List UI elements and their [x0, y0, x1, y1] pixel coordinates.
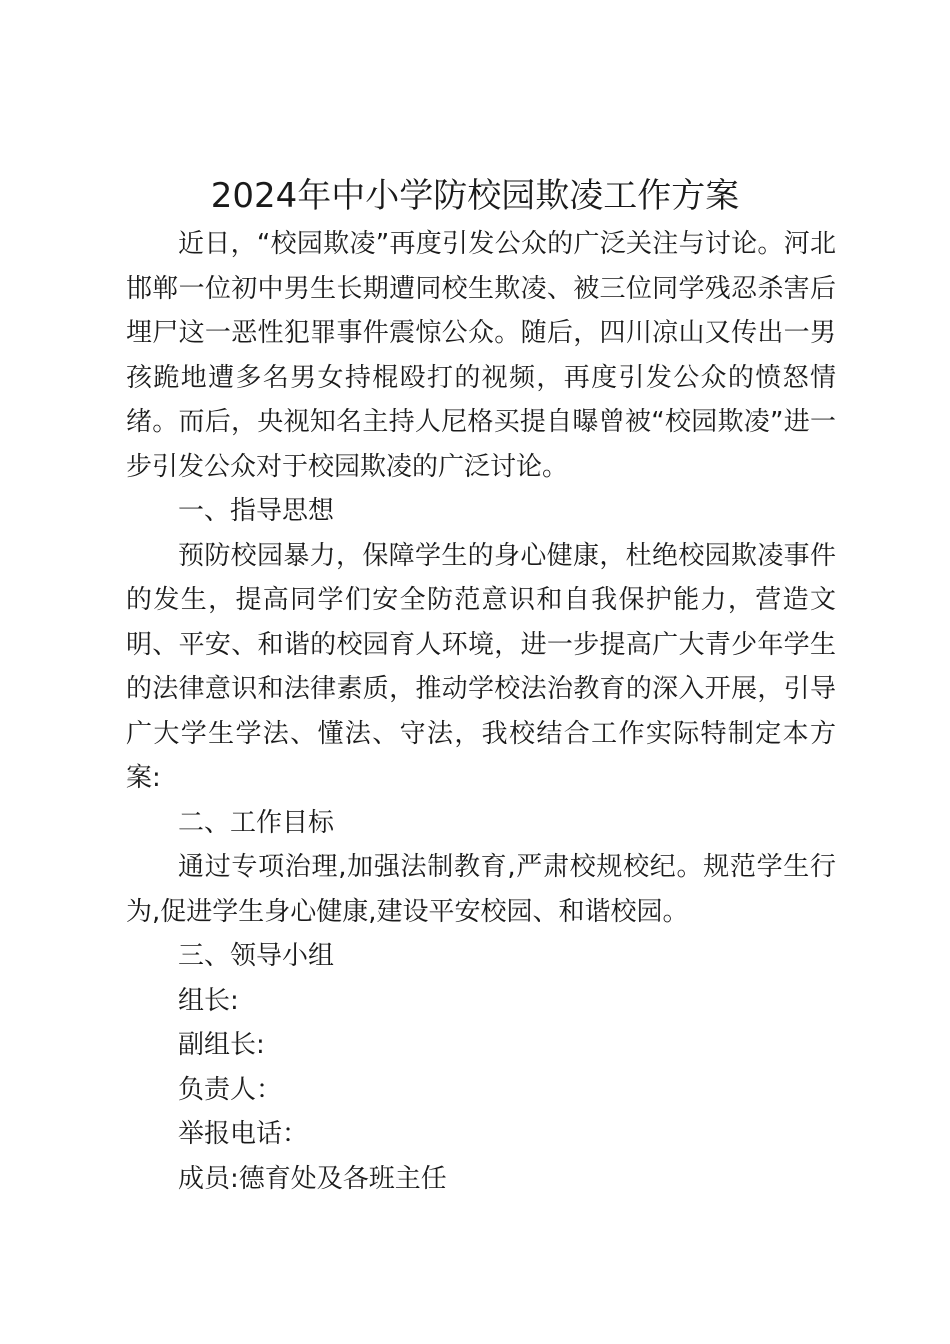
person-in-charge-line: 负责人：	[178, 1074, 283, 1105]
section-heading-leadership-group: 三、领导小组	[178, 941, 335, 971]
document-title: 2024年中小学防校园欺凌工作方案	[210, 176, 740, 216]
report-phone-line: 举报电话：	[178, 1119, 309, 1149]
section-heading-work-goals: 二、工作目标	[178, 807, 335, 838]
guiding-ideology-paragraph: 预防校园暴力，保障学生的身心健康，杜绝校园欺凌事件的发生，提高同学们安全防范意识和自我保护能力，营造文明、平安、和谐的校园育人环境，进一步提高广大青少年学生的法律意识和法律素质，推动学校法治教育的深入开展，引导广大学生学法、懂法、守法，我校结合工作实际特制定本方案:	[126, 540, 836, 793]
deputy-leader-line: 副组长:	[178, 1030, 265, 1060]
leader-line: 组长:	[178, 985, 239, 1016]
work-goals-paragraph: 通过专项治理,加强法制教育,严肃校规校纪。规范学生行为,促进学生身心健康,建设平安校园、和谐校园。	[126, 852, 836, 927]
section-heading-guiding-ideology: 一、指导思想	[178, 496, 335, 526]
members-line: 成员:德育处及各班主任	[178, 1163, 447, 1194]
intro-paragraph: 近日，“校园欺凌”再度引发公众的广泛关注与讨论。河北邯郸一位初中男生长期遭同校生欺凌、被三位同学残忍杀害后埋尸这一恶性犯罪事件震惊公众。随后，四川凉山又传出一男孩跪地遭多名男女持棍殴打的视频，再度引发公众的愤怒情绪。而后，央视知名主持人尼格买提自曝曾被“校园欺凌”进一步引发公众对于校园欺凌的广泛讨论。	[126, 229, 836, 482]
document-body	[126, 222, 836, 1201]
